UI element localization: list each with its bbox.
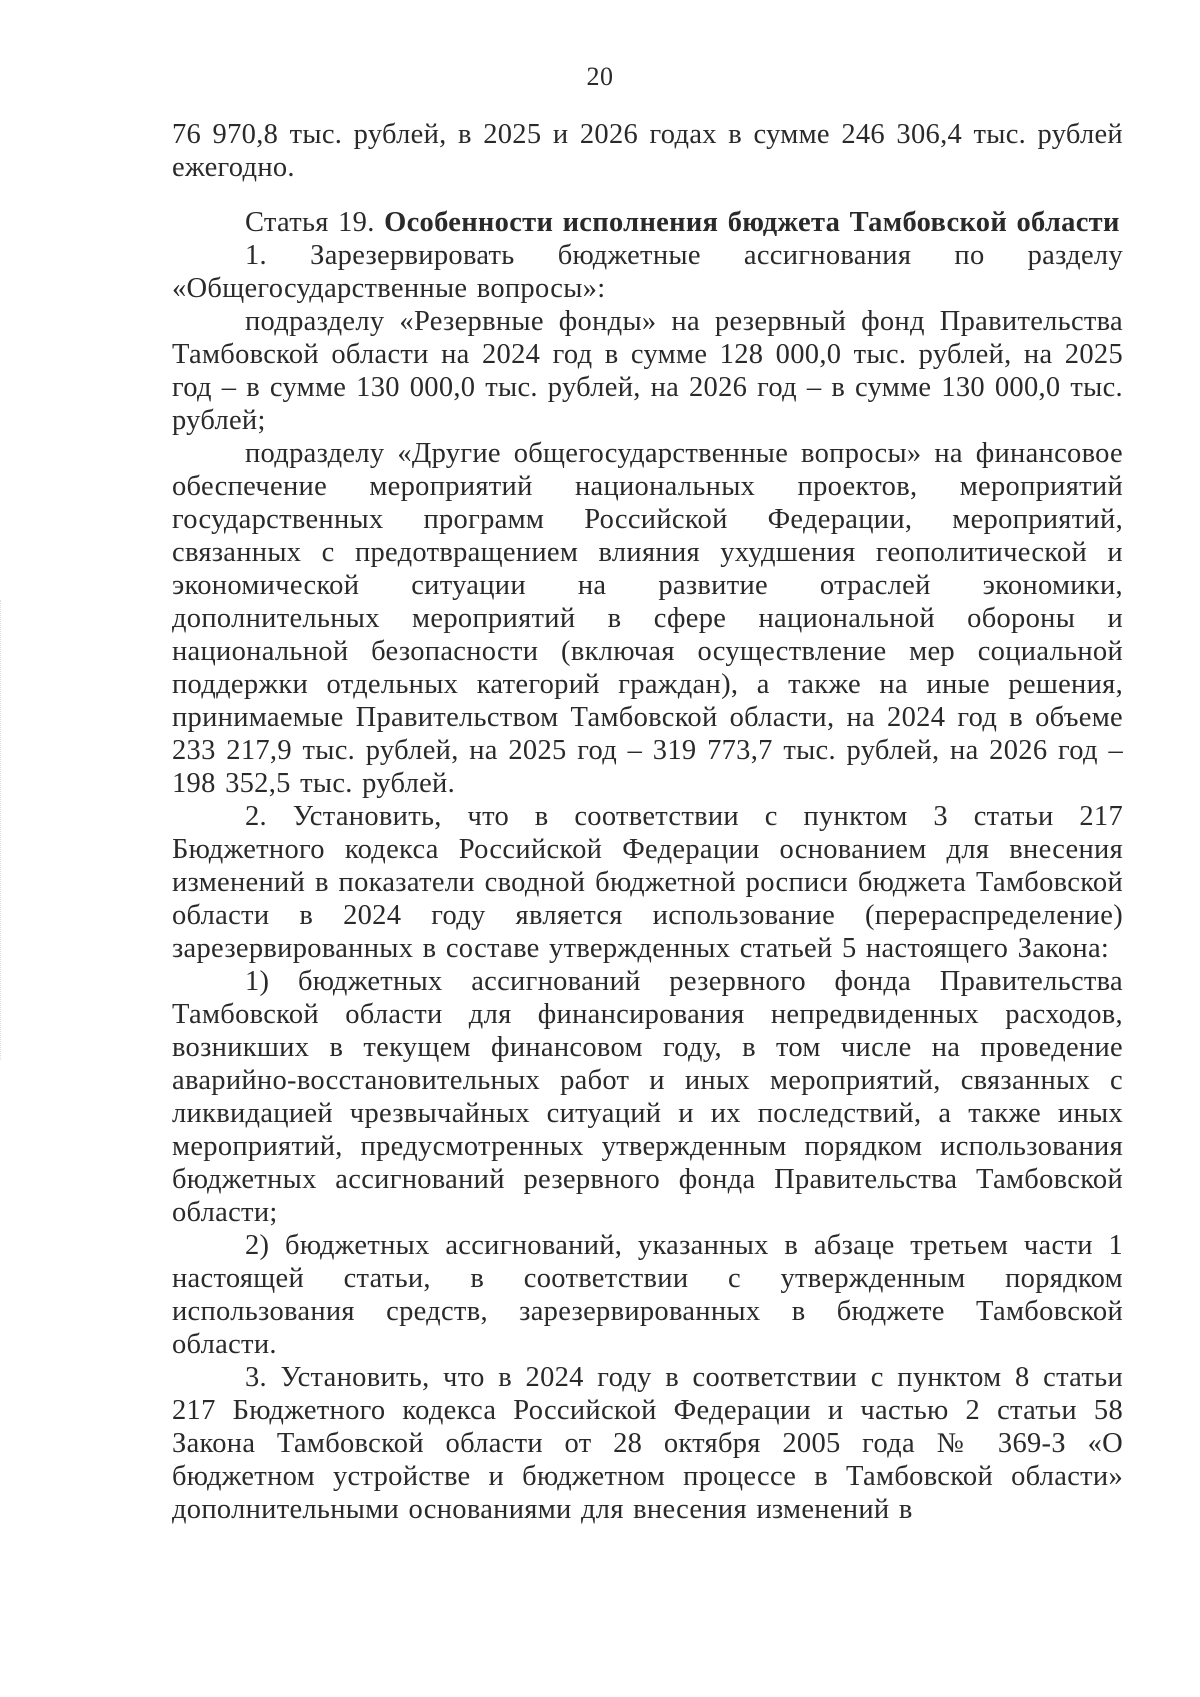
paragraph-item-1: 1. Зарезервировать бюджетные ассигнования по разделу «Общегосударственные вопросы»: [172, 240, 1123, 304]
article-label: Статья 19. [245, 207, 375, 238]
paragraph-other-questions: подразделу «Другие общегосударственные вопросы» на финансовое обеспечение мероприятий национальных проектов, мероприятий государственных программ Российской Федерации, мероприятий, связанных с предотвращением влияния ухудшения геополитической и экономической ситуации на развитие отраслей экономики, дополнительных мероприятий в сфере национальной обороны и национальной безопасности (включая осуществление мер социальной поддержки отдельных категорий граждан), а также на иные решения, принимаемые Правительством Тамбовской области, на 2024 год в объеме 233 217,9 тыс. рублей, на 2025 год – 319 773,7 тыс. рублей, на 2026 год – 198 352,5 тыс. рублей. [172, 438, 1123, 799]
article-title: Особенности исполнения бюджета Тамбовской области [384, 207, 1120, 238]
paragraph-reserve-funds: подразделу «Резервные фонды» на резервный фонд Правительства Тамбовской области на 2024 год в сумме 128 000,0 тыс. рублей, на 2025 год – в сумме 130 000,0 тыс. рублей, на 2026 год – в сумме 130 000,0 тыс. рублей; [172, 306, 1123, 436]
paragraph-subitem-2: 2) бюджетных ассигнований, указанных в абзаце третьем части 1 настоящей статьи, в соответствии с утвержденным порядком использования средств, зарезервированных в бюджете Тамбовской области. [172, 1230, 1123, 1360]
paragraph-continuation: 76 970,8 тыс. рублей, в 2025 и 2026 годах в сумме 246 306,4 тыс. рублей ежегодно. [172, 119, 1123, 183]
page-number: 20 [586, 62, 614, 91]
paragraph-item-3: 3. Установить, что в 2024 году в соответствии с пунктом 8 статьи 217 Бюджетного кодекса Российской Федерации и частью 2 статьи 58 Закона Тамбовской области от 28 октября 2005 года № 369-З «О бюджетном устройстве и бюджетном процессе в Тамбовской области» дополнительными основаниями для внесения изменений в [172, 1362, 1123, 1525]
scan-edge-marks [0, 600, 7, 1060]
paragraph-subitem-1: 1) бюджетных ассигнований резервного фонда Правительства Тамбовской области для финансирования непредвиденных расходов, возникших в текущем финансовом году, в том числе на проведение аварийно-восстановительных работ и иных мероприятий, связанных с ликвидацией чрезвычайных ситуаций и их последствий, а также иных мероприятий, предусмотренных утвержденным порядком использования бюджетных ассигнований резервного фонда Правительства Тамбовской области; [172, 966, 1123, 1228]
paragraph-item-2: 2. Установить, что в соответствии с пунктом 3 статьи 217 Бюджетного кодекса Российской Федерации основанием для внесения изменений в показатели сводной бюджетной росписи бюджета Тамбовской области в 2024 году является использование (перераспределение) зарезервированных в составе утвержденных статьей 5 настоящего Закона: [172, 801, 1123, 964]
document-body [172, 118, 1123, 1526]
article-heading [172, 206, 1123, 239]
